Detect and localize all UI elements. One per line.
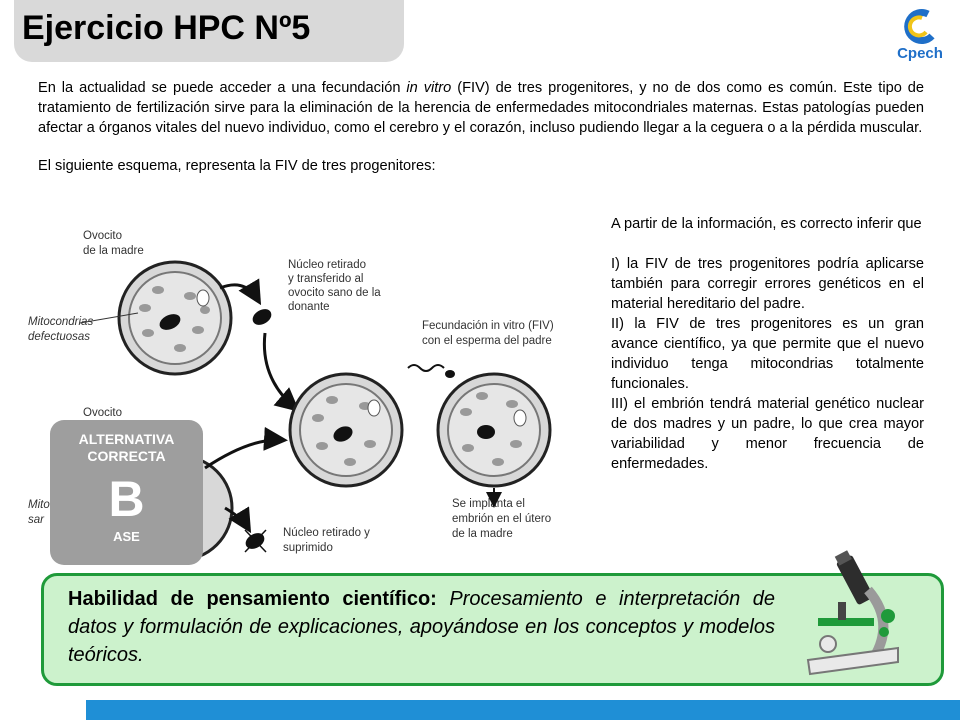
- answer-letter: B: [108, 471, 145, 527]
- cpech-logo: [888, 6, 952, 64]
- intro-paragraph-1: En la actualidad se puede acceder a una fecundación in vitro (FIV) de tres progenitores, y no de dos como es común. Este tipo de tratamiento de fertilización sirve para la eliminación de la herencia de enfermedades mitocondriales maternas. Estas patologías pueden afectar a órganos vitales del nuevo individuo, como el cerebro y el corazón, incluso pudiendo llegar a la ceguera o a la pérdida muscular.: [38, 80, 924, 136]
- label-implant-2: embrión en el útero: [452, 513, 552, 525]
- option-3: III) el embrión tendrá material genético nuclear de dos madres y un padre, lo que crea mayor variabilidad y menor frecuencia de enfermedades.: [611, 396, 924, 472]
- question-stem: A partir de la información, es correcto inferir que: [611, 216, 922, 232]
- answer-code: ASE: [113, 529, 140, 544]
- skill-heading: Habilidad de pensamiento científico:: [68, 588, 437, 610]
- label-nucleus-3: ovocito sano de la: [288, 287, 381, 299]
- label-nucleus: Núcleo retirado: [288, 259, 366, 271]
- question-block: [611, 214, 924, 474]
- label-mito-donor: Mito: [28, 499, 50, 511]
- mother-oocyte: [119, 262, 231, 374]
- intro-paragraph-2: El siguiente esquema, representa la FIV de tres progenitores:: [38, 158, 436, 174]
- label-implant: Se implanta el: [452, 498, 525, 510]
- page-title: Ejercicio HPC Nº5: [22, 9, 311, 47]
- skill-description: Procesamiento e interpretación de datos y formulación de explicaciones, apoyándose en los conceptos y modelos teóricos.: [68, 588, 775, 666]
- option-1: I) la FIV de tres progenitores podría aplicarse también para corregir errores genéticos en el material hereditario del padre.: [611, 256, 924, 312]
- bottom-bar: [86, 700, 960, 720]
- label-mito: Mitocondrias: [28, 316, 94, 328]
- answer-label: ALTERNATIVA CORRECTA: [78, 431, 175, 464]
- label-mother-2: de la madre: [83, 245, 144, 257]
- fertilized-oocyte: [438, 374, 550, 486]
- label-removed-2: suprimido: [283, 542, 333, 554]
- label-implant-3: de la madre: [452, 528, 513, 540]
- label-nucleus-4: donante: [288, 301, 330, 313]
- option-2: II) la FIV de tres progenitores es un gran avance científico, ya que permite que el nuevo individuo tenga mitocondrias totalmente funcionales.: [611, 316, 924, 392]
- label-fiv: Fecundación in vitro (FIV): [422, 320, 554, 332]
- microscope-icon: [798, 550, 906, 682]
- answer-box: [50, 420, 203, 565]
- label-removed: Núcleo retirado y: [283, 527, 370, 539]
- label-mito-2: defectuosas: [28, 331, 91, 343]
- donor-oocyte: [290, 374, 402, 486]
- skill-text: [68, 585, 775, 669]
- label-mother: Ovocito: [83, 230, 122, 242]
- label-mito-donor-2: sar: [28, 514, 44, 526]
- label-donor: Ovocito: [83, 407, 122, 419]
- intro-text: [38, 78, 924, 176]
- label-nucleus-2: y transferido al: [288, 273, 364, 285]
- label-fiv-2: con el esperma del padre: [422, 335, 552, 347]
- logo-text: Cpech: [897, 45, 943, 62]
